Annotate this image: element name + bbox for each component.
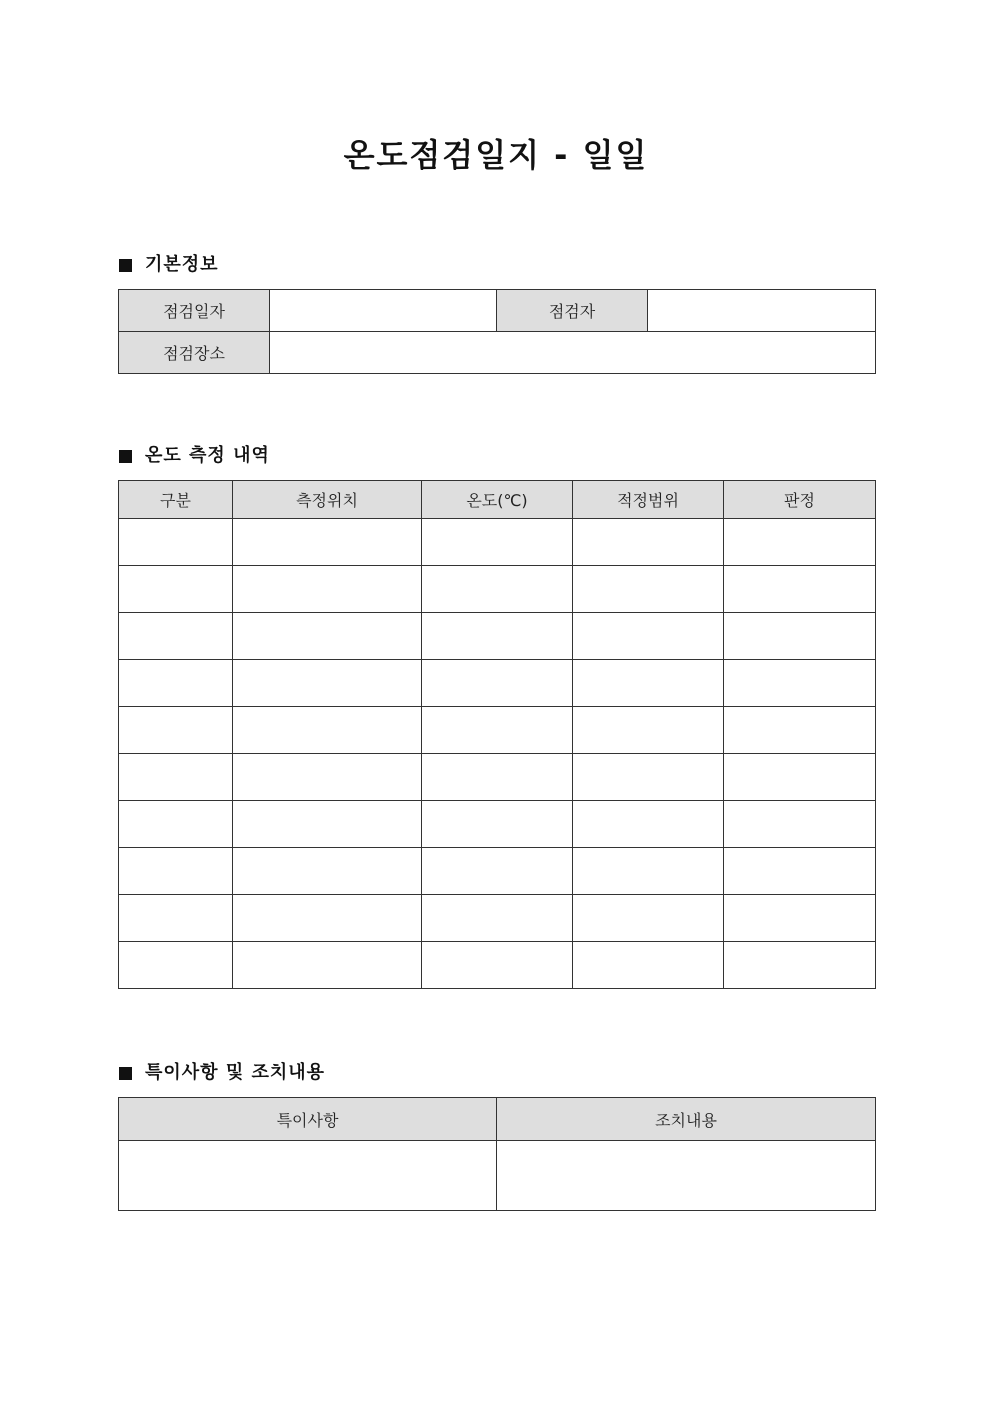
proper-range-cell[interactable]	[573, 801, 724, 848]
judgment-cell[interactable]	[724, 707, 876, 754]
judgment-cell[interactable]	[724, 566, 876, 613]
square-bullet-icon	[119, 1067, 132, 1080]
location-cell[interactable]	[233, 613, 422, 660]
judgment-cell[interactable]	[724, 801, 876, 848]
measurement-row	[119, 660, 876, 707]
info-row-date-inspector	[119, 290, 876, 332]
category-cell[interactable]	[119, 613, 233, 660]
measurement-row	[119, 895, 876, 942]
square-bullet-icon	[119, 259, 132, 272]
document-title: 온도점검일지 - 일일	[343, 136, 649, 174]
judgment-cell[interactable]	[724, 613, 876, 660]
notes-content-row	[119, 1141, 876, 1211]
inspection-location-label: 점검장소	[119, 332, 270, 374]
category-cell[interactable]	[119, 519, 233, 566]
proper-range-cell[interactable]	[573, 566, 724, 613]
location-cell[interactable]	[233, 754, 422, 801]
inspection-date-label: 점검일자	[119, 290, 270, 332]
category-cell[interactable]	[119, 754, 233, 801]
proper-range-cell[interactable]	[573, 613, 724, 660]
temperature-cell[interactable]	[422, 519, 573, 566]
column-header-category: 구분	[119, 481, 233, 519]
judgment-cell[interactable]	[724, 942, 876, 989]
inspection-location-field[interactable]	[270, 332, 876, 374]
temperature-cell[interactable]	[422, 566, 573, 613]
column-header-judgment: 판정	[724, 481, 876, 519]
measurement-row	[119, 942, 876, 989]
inspector-field[interactable]	[648, 290, 876, 332]
category-cell[interactable]	[119, 942, 233, 989]
measurement-row	[119, 754, 876, 801]
category-cell[interactable]	[119, 848, 233, 895]
temperature-cell[interactable]	[422, 707, 573, 754]
inspector-label: 점검자	[497, 290, 648, 332]
inspection-date-field[interactable]	[270, 290, 497, 332]
judgment-cell[interactable]	[724, 895, 876, 942]
square-bullet-icon	[119, 450, 132, 463]
column-header-temperature: 온도(℃)	[422, 481, 573, 519]
location-cell[interactable]	[233, 660, 422, 707]
location-cell[interactable]	[233, 801, 422, 848]
temperature-cell[interactable]	[422, 848, 573, 895]
column-header-special-notes: 특이사항	[119, 1098, 497, 1141]
measurement-row	[119, 613, 876, 660]
location-cell[interactable]	[233, 566, 422, 613]
judgment-cell[interactable]	[724, 519, 876, 566]
measurements-heading-label: 온도 측정 내역	[145, 445, 270, 466]
measurements-heading	[119, 444, 270, 468]
column-header-actions: 조치내용	[497, 1098, 876, 1141]
category-cell[interactable]	[119, 566, 233, 613]
location-cell[interactable]	[233, 942, 422, 989]
temperature-cell[interactable]	[422, 613, 573, 660]
basic-info-heading	[119, 253, 219, 277]
measurement-row	[119, 566, 876, 613]
info-row-location	[119, 332, 876, 374]
column-header-proper-range: 적정범위	[573, 481, 724, 519]
judgment-cell[interactable]	[724, 848, 876, 895]
measurement-row	[119, 801, 876, 848]
temperature-cell[interactable]	[422, 801, 573, 848]
notes-header-row	[119, 1098, 876, 1141]
proper-range-cell[interactable]	[573, 519, 724, 566]
temperature-measurement-table	[118, 480, 876, 989]
location-cell[interactable]	[233, 895, 422, 942]
special-notes-field[interactable]	[119, 1141, 497, 1211]
category-cell[interactable]	[119, 707, 233, 754]
measurement-header-row	[119, 481, 876, 519]
location-cell[interactable]	[233, 519, 422, 566]
notes-actions-table	[118, 1097, 876, 1211]
proper-range-cell[interactable]	[573, 754, 724, 801]
basic-info-heading-label: 기본정보	[145, 254, 219, 275]
proper-range-cell[interactable]	[573, 942, 724, 989]
column-header-location: 측정위치	[233, 481, 422, 519]
temperature-cell[interactable]	[422, 754, 573, 801]
judgment-cell[interactable]	[724, 660, 876, 707]
proper-range-cell[interactable]	[573, 848, 724, 895]
measurement-row	[119, 519, 876, 566]
category-cell[interactable]	[119, 895, 233, 942]
category-cell[interactable]	[119, 660, 233, 707]
temperature-cell[interactable]	[422, 660, 573, 707]
temperature-cell[interactable]	[422, 895, 573, 942]
category-cell[interactable]	[119, 801, 233, 848]
proper-range-cell[interactable]	[573, 895, 724, 942]
proper-range-cell[interactable]	[573, 660, 724, 707]
proper-range-cell[interactable]	[573, 707, 724, 754]
location-cell[interactable]	[233, 707, 422, 754]
measurement-row	[119, 848, 876, 895]
judgment-cell[interactable]	[724, 754, 876, 801]
measurement-row	[119, 707, 876, 754]
notes-heading	[119, 1061, 325, 1085]
location-cell[interactable]	[233, 848, 422, 895]
notes-heading-label: 특이사항 및 조치내용	[145, 1062, 326, 1083]
basic-info-table	[118, 289, 876, 374]
temperature-cell[interactable]	[422, 942, 573, 989]
actions-field[interactable]	[497, 1141, 876, 1211]
